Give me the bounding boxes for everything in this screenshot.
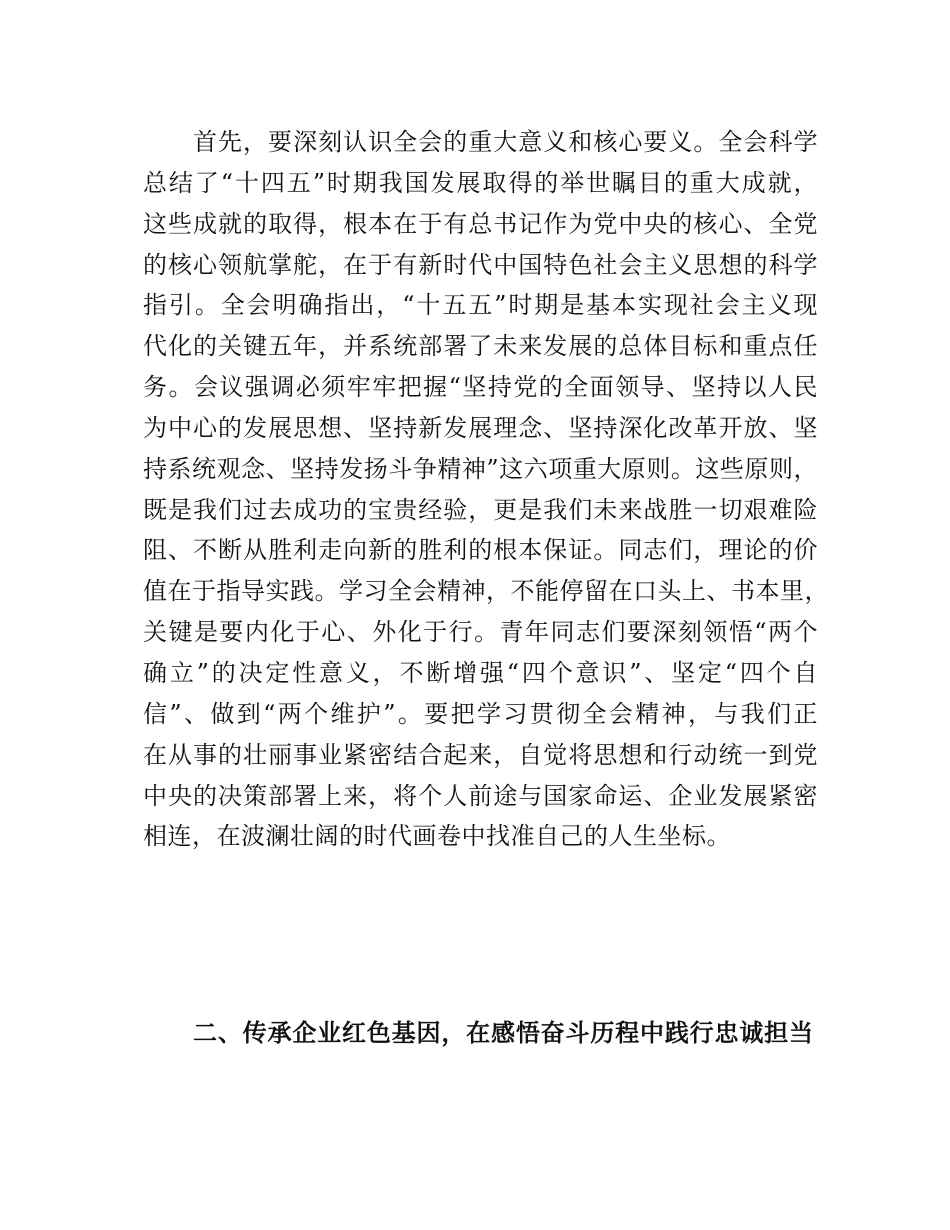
- paragraph-line: 阻、不断从胜利走向新的胜利的根本保证。同志们，理论的价: [143, 536, 818, 565]
- paragraph-line: 总结了“十四五”时期我国发展取得的举世瞩目的重大成就，: [143, 168, 818, 197]
- paragraph-line: 相连，在波澜壮阔的时代画卷中找准自己的人生坐标。: [143, 822, 731, 851]
- paragraph-line: 代化的关键五年，并系统部署了未来发展的总体目标和重点任: [143, 332, 818, 361]
- paragraph-line: 在从事的壮丽事业紧密结合起来，自觉将思想和行动统一到党: [143, 740, 818, 769]
- paragraph-line: 首先，要深刻认识全会的重大意义和核心要义。全会科学: [193, 128, 818, 156]
- section-heading: 二、传承企业红色基因，在感悟奋斗历程中践行忠诚担当: [193, 1018, 813, 1047]
- paragraph-line: 关键是要内化于心、外化于行。青年同志们要深刻领悟“两个: [143, 618, 818, 647]
- paragraph-line: 信”、做到“两个维护”。要把学习贯彻全会精神，与我们正: [143, 699, 818, 728]
- paragraph-line: 值在于指导实践。学习全会精神，不能停留在口头上、书本里，: [143, 577, 829, 606]
- paragraph-line: 的核心领航掌舵，在于有新时代中国特色社会主义思想的科学: [143, 250, 818, 279]
- paragraph-line: 指引。全会明确指出，“十五五”时期是基本实现社会主义现: [143, 291, 818, 320]
- paragraph-line: 既是我们过去成功的宝贵经验，更是我们未来战胜一切艰难险: [143, 495, 818, 524]
- paragraph-line: 这些成就的取得，根本在于有总书记作为党中央的核心、全党: [143, 209, 818, 238]
- paragraph-line: 持系统观念、坚持发扬斗争精神”这六项重大原则。这些原则，: [143, 454, 818, 483]
- paragraph-line: 为中心的发展思想、坚持新发展理念、坚持深化改革开放、坚: [143, 413, 818, 442]
- paragraph-line: 务。会议强调必须牢牢把握“坚持党的全面领导、坚持以人民: [143, 373, 818, 402]
- paragraph-line: 中央的决策部署上来，将个人前途与国家命运、企业发展紧密: [143, 781, 818, 810]
- body-paragraph: [143, 122, 829, 857]
- paragraph-line: 确立”的决定性意义，不断增强“四个意识”、坚定“四个自: [143, 658, 818, 687]
